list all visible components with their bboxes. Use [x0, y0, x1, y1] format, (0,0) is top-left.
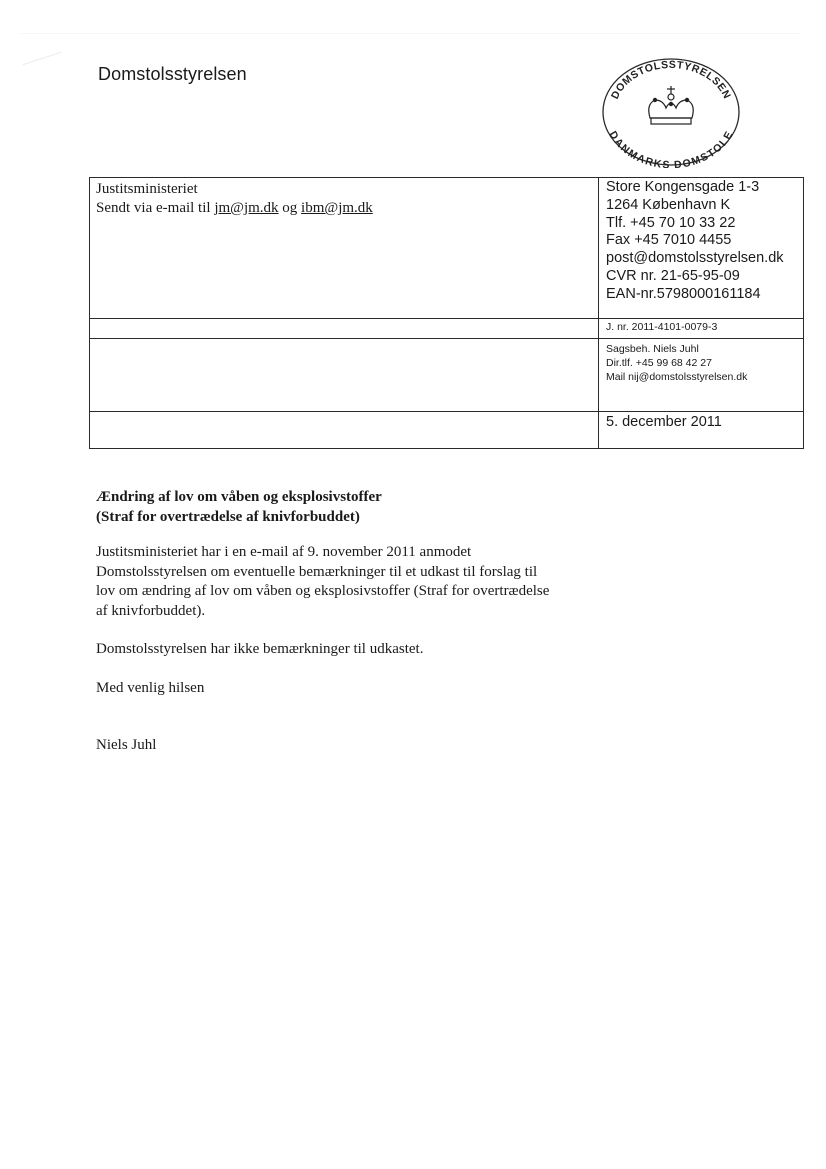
paragraph-line: Justitsministeriet har i en e-mail af 9. november 2011 anmodet: [96, 544, 472, 560]
recipient-send-line: [96, 199, 373, 218]
email-link-jm[interactable]: jm@jm.dk: [214, 200, 279, 216]
address-phone: Tlf. +45 70 10 33 22: [606, 214, 736, 231]
connector: og: [282, 200, 298, 216]
address-fax: Fax +45 7010 4455: [606, 232, 732, 249]
address-cvr: CVR nr. 21-65-95-09: [606, 267, 740, 284]
sent-prefix: Sendt via e-mail til: [96, 200, 211, 216]
sender-address: [606, 179, 784, 304]
crown-icon: [649, 86, 693, 124]
seal-top-text: DOMSTOLSSTYRELSEN: [608, 58, 734, 102]
recipient-name: Justitsministeriet: [96, 181, 198, 197]
seal-bottom-text: DANMARKS DOMSTOLE: [606, 129, 736, 168]
address-city: 1264 København K: [606, 196, 731, 213]
letter-subject: [96, 487, 382, 527]
column-divider: [598, 178, 599, 448]
recipient-block: [96, 180, 373, 218]
subject-line-1: Ændring af lov om våben og eksplosivstoffer: [96, 489, 382, 505]
journal-number: J. nr. 2011-4101-0079-3: [606, 321, 718, 333]
address-street: Store Kongensgade 1-3: [606, 179, 760, 195]
address-ean: EAN-nr.5798000161184: [606, 285, 761, 302]
paragraph-line: Domstolsstyrelsen om eventuelle bemærkninger til et udkast til forslag til: [96, 563, 538, 580]
signer-name: Niels Juhl: [96, 737, 157, 753]
row-divider: [90, 318, 803, 319]
organization-name: Domstolsstyrelsen: [98, 64, 247, 84]
case-handler-info: [606, 342, 747, 384]
case-handler-email: Mail nij@domstolsstyrelsen.dk: [606, 371, 748, 383]
closing-greeting: Med venlig hilsen: [96, 680, 205, 696]
paragraph-line: lov om ændring af lov om våben og eksplosivstoffer (Straf for overtrædelse: [96, 583, 550, 599]
case-handler: Sagsbeh. Niels Juhl: [606, 343, 699, 355]
letter-date: 5. december 2011: [606, 414, 722, 430]
body-paragraph-1: [96, 543, 549, 621]
svg-text:DOMSTOLSSTYRELSEN: [609, 59, 733, 101]
scan-artifact: [23, 52, 61, 65]
case-direct-phone: Dir.tlf. +45 99 68 42 27: [606, 357, 712, 369]
scan-artifact: [20, 33, 800, 34]
subject-line-2: (Straf for overtrædelse af knivforbuddet): [96, 509, 360, 525]
row-divider: [90, 411, 803, 412]
address-email: post@domstolsstyrelsen.dk: [606, 250, 784, 267]
paragraph-line: af knivforbuddet).: [96, 602, 206, 619]
svg-text:DANMARKS DOMSTOLE: [606, 129, 735, 168]
email-link-ibm[interactable]: ibm@jm.dk: [301, 200, 373, 216]
domstolsstyrelsen-seal: [600, 56, 742, 168]
body-paragraph-2: Domstolsstyrelsen har ikke bemærkninger til udkastet.: [96, 641, 424, 657]
letterhead-table: [89, 177, 804, 449]
row-divider: [90, 338, 803, 339]
